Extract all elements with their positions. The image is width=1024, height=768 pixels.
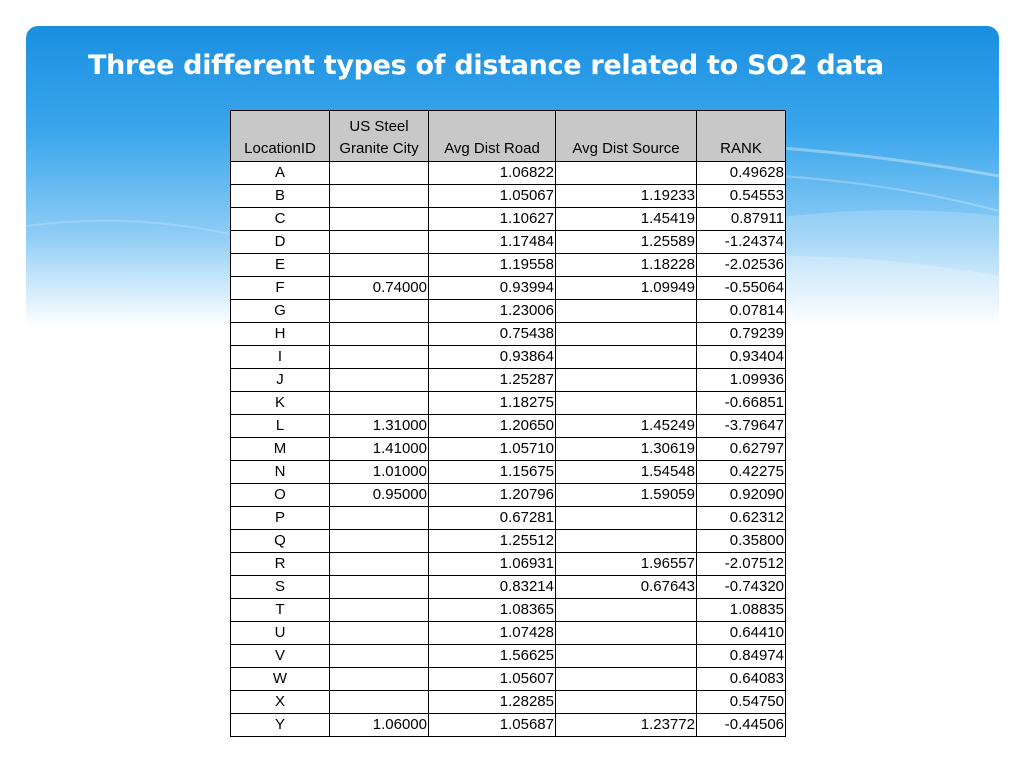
- location-id-cell: M: [231, 438, 330, 461]
- table-row: [231, 208, 786, 231]
- rank-cell: 0.87911: [697, 208, 786, 231]
- header-line: Avg Dist Source: [572, 140, 680, 157]
- avg-dist-road-cell: 1.05607: [429, 668, 556, 691]
- us-steel-cell: [330, 530, 429, 553]
- table-row: [231, 599, 786, 622]
- header-line: US Steel: [349, 118, 409, 135]
- location-id-cell: U: [231, 622, 330, 645]
- table-row: [231, 668, 786, 691]
- avg-dist-road-cell: 1.06822: [429, 162, 556, 185]
- avg-dist-source-cell: 1.45419: [556, 208, 697, 231]
- avg-dist-source-cell: [556, 645, 697, 668]
- us-steel-cell: [330, 507, 429, 530]
- table-row: [231, 714, 786, 737]
- us-steel-cell: 0.95000: [330, 484, 429, 507]
- location-id-cell: Y: [231, 714, 330, 737]
- rank-cell: -2.07512: [697, 553, 786, 576]
- rank-cell: 0.07814: [697, 300, 786, 323]
- table-row: [231, 254, 786, 277]
- rank-cell: 0.84974: [697, 645, 786, 668]
- avg-dist-road-cell: 1.25512: [429, 530, 556, 553]
- table-row: [231, 323, 786, 346]
- location-id-cell: E: [231, 254, 330, 277]
- location-id-cell: S: [231, 576, 330, 599]
- avg-dist-source-cell: 1.09949: [556, 277, 697, 300]
- location-id-cell: A: [231, 162, 330, 185]
- location-id-cell: G: [231, 300, 330, 323]
- table-row: [231, 530, 786, 553]
- table-row: [231, 484, 786, 507]
- avg-dist-source-cell: [556, 323, 697, 346]
- table-row: [231, 392, 786, 415]
- avg-dist-road-cell: 1.07428: [429, 622, 556, 645]
- table-row: [231, 576, 786, 599]
- us-steel-cell: [330, 369, 429, 392]
- location-id-cell: K: [231, 392, 330, 415]
- rank-cell: 0.62797: [697, 438, 786, 461]
- location-id-cell: D: [231, 231, 330, 254]
- us-steel-cell: [330, 576, 429, 599]
- table-row: [231, 415, 786, 438]
- table-row: [231, 691, 786, 714]
- so2-distance-table: [230, 110, 786, 737]
- header-avg-dist-road: [429, 111, 556, 162]
- us-steel-cell: [330, 185, 429, 208]
- us-steel-cell: [330, 668, 429, 691]
- avg-dist-source-cell: [556, 691, 697, 714]
- avg-dist-road-cell: 1.06931: [429, 553, 556, 576]
- header-line: LocationID: [244, 140, 316, 157]
- table-row: [231, 300, 786, 323]
- avg-dist-road-cell: 1.08365: [429, 599, 556, 622]
- us-steel-cell: [330, 162, 429, 185]
- us-steel-cell: [330, 254, 429, 277]
- avg-dist-road-cell: 1.05067: [429, 185, 556, 208]
- rank-cell: 0.64083: [697, 668, 786, 691]
- table-row: [231, 553, 786, 576]
- rank-cell: 1.08835: [697, 599, 786, 622]
- avg-dist-road-cell: 0.93864: [429, 346, 556, 369]
- location-id-cell: L: [231, 415, 330, 438]
- avg-dist-road-cell: 0.83214: [429, 576, 556, 599]
- avg-dist-source-cell: [556, 369, 697, 392]
- avg-dist-road-cell: 1.20796: [429, 484, 556, 507]
- rank-cell: -2.02536: [697, 254, 786, 277]
- location-id-cell: I: [231, 346, 330, 369]
- table-row: [231, 622, 786, 645]
- us-steel-cell: 1.06000: [330, 714, 429, 737]
- avg-dist-source-cell: [556, 300, 697, 323]
- us-steel-cell: [330, 622, 429, 645]
- table-row: [231, 185, 786, 208]
- location-id-cell: V: [231, 645, 330, 668]
- location-id-cell: H: [231, 323, 330, 346]
- rank-cell: 0.42275: [697, 461, 786, 484]
- location-id-cell: Q: [231, 530, 330, 553]
- avg-dist-road-cell: 1.05710: [429, 438, 556, 461]
- rank-cell: 0.54750: [697, 691, 786, 714]
- rank-cell: -0.55064: [697, 277, 786, 300]
- location-id-cell: R: [231, 553, 330, 576]
- table-row: [231, 369, 786, 392]
- avg-dist-road-cell: 1.18275: [429, 392, 556, 415]
- location-id-cell: N: [231, 461, 330, 484]
- us-steel-cell: [330, 392, 429, 415]
- avg-dist-source-cell: 1.25589: [556, 231, 697, 254]
- rank-cell: 0.93404: [697, 346, 786, 369]
- location-id-cell: W: [231, 668, 330, 691]
- header-line: RANK: [720, 140, 762, 157]
- rank-cell: 0.62312: [697, 507, 786, 530]
- avg-dist-road-cell: 0.75438: [429, 323, 556, 346]
- avg-dist-road-cell: 1.17484: [429, 231, 556, 254]
- table-row: [231, 645, 786, 668]
- avg-dist-road-cell: 1.20650: [429, 415, 556, 438]
- avg-dist-source-cell: 1.54548: [556, 461, 697, 484]
- rank-cell: 0.64410: [697, 622, 786, 645]
- rank-cell: 0.35800: [697, 530, 786, 553]
- us-steel-cell: [330, 691, 429, 714]
- rank-cell: -0.66851: [697, 392, 786, 415]
- table-body: [231, 162, 786, 737]
- avg-dist-source-cell: 0.67643: [556, 576, 697, 599]
- us-steel-cell: [330, 553, 429, 576]
- avg-dist-source-cell: [556, 392, 697, 415]
- header-avg-dist-source: [556, 111, 697, 162]
- avg-dist-source-cell: [556, 622, 697, 645]
- header-line: Avg Dist Road: [444, 140, 540, 157]
- rank-cell: 0.54553: [697, 185, 786, 208]
- avg-dist-road-cell: 1.10627: [429, 208, 556, 231]
- avg-dist-road-cell: 0.67281: [429, 507, 556, 530]
- avg-dist-road-cell: 1.05687: [429, 714, 556, 737]
- location-id-cell: O: [231, 484, 330, 507]
- location-id-cell: C: [231, 208, 330, 231]
- avg-dist-road-cell: 1.23006: [429, 300, 556, 323]
- header-line: [557, 116, 695, 138]
- avg-dist-source-cell: [556, 507, 697, 530]
- table-row: [231, 461, 786, 484]
- us-steel-cell: [330, 346, 429, 369]
- header-location-id: [231, 111, 330, 162]
- us-steel-cell: 1.01000: [330, 461, 429, 484]
- avg-dist-road-cell: 1.15675: [429, 461, 556, 484]
- header-line: [232, 116, 328, 138]
- location-id-cell: F: [231, 277, 330, 300]
- us-steel-cell: 1.31000: [330, 415, 429, 438]
- location-id-cell: B: [231, 185, 330, 208]
- us-steel-cell: [330, 599, 429, 622]
- table-row: [231, 231, 786, 254]
- avg-dist-road-cell: 1.25287: [429, 369, 556, 392]
- table-row: [231, 277, 786, 300]
- location-id-cell: T: [231, 599, 330, 622]
- avg-dist-source-cell: [556, 162, 697, 185]
- us-steel-cell: [330, 645, 429, 668]
- avg-dist-source-cell: [556, 668, 697, 691]
- rank-cell: -1.24374: [697, 231, 786, 254]
- rank-cell: 1.09936: [697, 369, 786, 392]
- header-line: [430, 116, 554, 138]
- avg-dist-source-cell: 1.96557: [556, 553, 697, 576]
- table-row: [231, 162, 786, 185]
- us-steel-cell: 0.74000: [330, 277, 429, 300]
- avg-dist-source-cell: 1.23772: [556, 714, 697, 737]
- header-us-steel-granite-city: [330, 111, 429, 162]
- us-steel-cell: [330, 231, 429, 254]
- rank-cell: 0.49628: [697, 162, 786, 185]
- rank-cell: -0.44506: [697, 714, 786, 737]
- avg-dist-source-cell: 1.30619: [556, 438, 697, 461]
- rank-cell: -0.74320: [697, 576, 786, 599]
- avg-dist-source-cell: [556, 599, 697, 622]
- avg-dist-source-cell: 1.45249: [556, 415, 697, 438]
- rank-cell: -3.79647: [697, 415, 786, 438]
- header-line: Granite City: [339, 140, 419, 157]
- slide-title: Three different types of distance related to SO2 data: [88, 50, 884, 81]
- table-row: [231, 438, 786, 461]
- avg-dist-source-cell: [556, 530, 697, 553]
- us-steel-cell: [330, 323, 429, 346]
- location-id-cell: X: [231, 691, 330, 714]
- avg-dist-source-cell: 1.18228: [556, 254, 697, 277]
- table-header-row: [231, 111, 786, 162]
- avg-dist-road-cell: 1.19558: [429, 254, 556, 277]
- header-line: [698, 116, 784, 138]
- us-steel-cell: [330, 208, 429, 231]
- us-steel-cell: 1.41000: [330, 438, 429, 461]
- rank-cell: 0.92090: [697, 484, 786, 507]
- avg-dist-source-cell: 1.19233: [556, 185, 697, 208]
- location-id-cell: P: [231, 507, 330, 530]
- avg-dist-source-cell: [556, 346, 697, 369]
- avg-dist-road-cell: 1.28285: [429, 691, 556, 714]
- table-row: [231, 507, 786, 530]
- table-row: [231, 346, 786, 369]
- avg-dist-source-cell: 1.59059: [556, 484, 697, 507]
- avg-dist-road-cell: 1.56625: [429, 645, 556, 668]
- avg-dist-road-cell: 0.93994: [429, 277, 556, 300]
- header-rank: [697, 111, 786, 162]
- us-steel-cell: [330, 300, 429, 323]
- rank-cell: 0.79239: [697, 323, 786, 346]
- location-id-cell: J: [231, 369, 330, 392]
